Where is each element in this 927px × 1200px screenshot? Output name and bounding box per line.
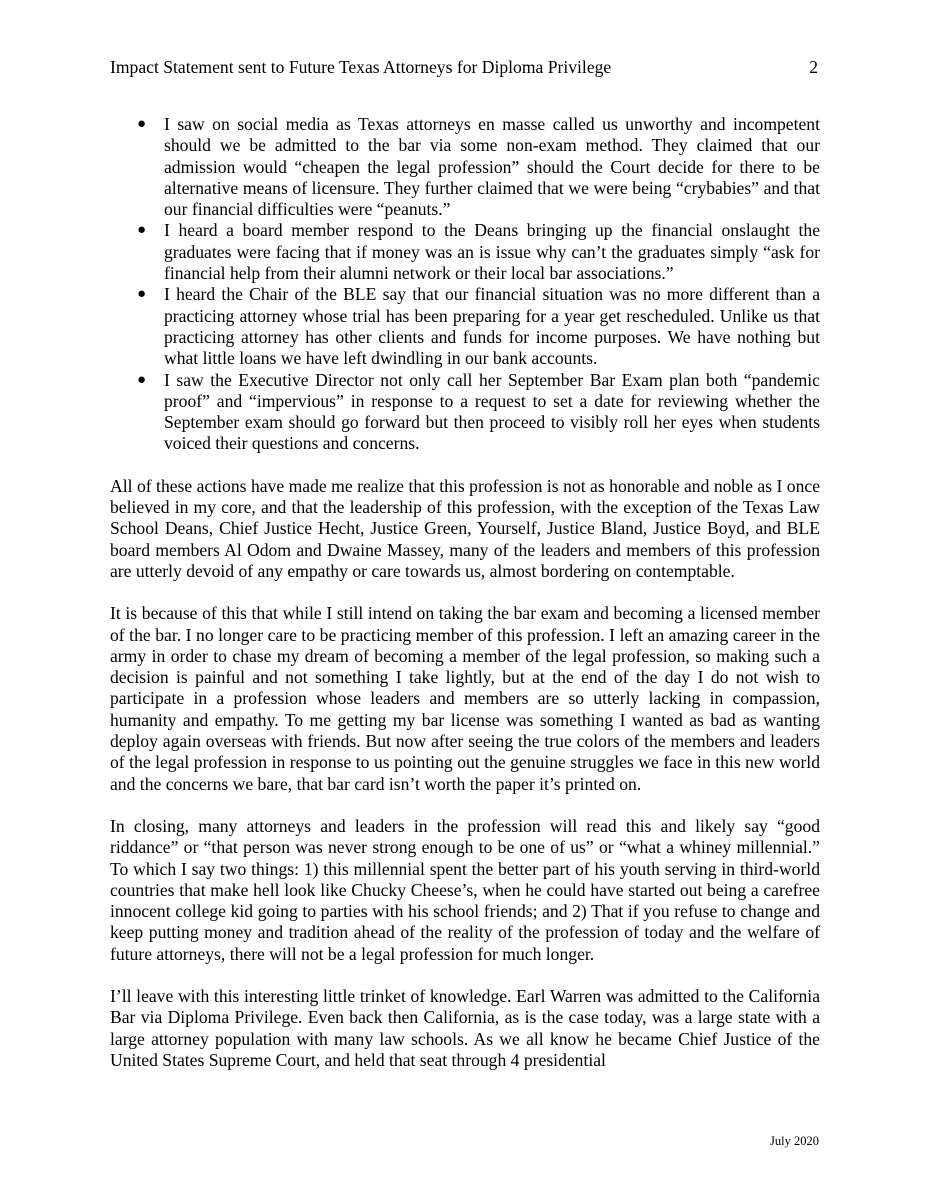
bullet-item	[137, 220, 820, 284]
bullet-text: I heard the Chair of the BLE say that our financial situation was no more different than a practicing attorney whose trial has been preparing for a year get rescheduled. Unlike us that practicing attorney has other clients and funds for income purposes. We have nothing but what little loans we have left dwindling in our bank accounts.	[164, 284, 820, 369]
page-header	[110, 56, 820, 78]
bullet-list	[110, 114, 820, 455]
body-paragraph: It is because of this that while I still intend on taking the bar exam and becoming a licensed member of the bar. I no longer care to be practicing member of this profession. I left an amazing career in the army in order to chase my dream of becoming a member of the legal profession, so making such a decision is painful and not something I take lightly, but at the end of the day I do not wish to participate in a profession whose leaders and members are so utterly lacking in compassion, humanity and empathy. To me getting my bar license was something I wanted as bad as wanting deploy again overseas with friends. But now after seeing the true colors of the members and leaders of the legal profession in response to us pointing out the genuine struggles we face in this new world and the concerns we bare, that bar card isn’t worth the paper it’s printed on.	[110, 603, 820, 794]
bullet-item	[137, 369, 820, 455]
page-number: 2	[809, 57, 818, 77]
bullet-icon: ●	[137, 222, 147, 239]
body-paragraph: I’ll leave with this interesting little trinket of knowledge. Earl Warren was admitted to the California Bar via Diploma Privilege. Even back then California, as is the case today, was a large state with a large attorney population with many law schools. As we all know he became Chief Justice of the United States Supreme Court, and held that seat through 4 presidential	[110, 985, 820, 1070]
bullet-icon: ●	[137, 116, 147, 132]
bullet-item	[137, 284, 820, 369]
bullet-text: I saw on social media as Texas attorneys en masse called us unworthy and incompetent should we be admitted to the bar via some non-exam method. They claimed that our admission would “cheapen the legal profession” should the Court decide for there to be alternative means of licensure. They further claimed that we were being “crybabies” and that our financial difficulties were “peanuts.”	[164, 114, 820, 220]
bullet-icon: ●	[137, 371, 147, 388]
document-body	[110, 114, 820, 1092]
body-paragraph: In closing, many attorneys and leaders in the profession will read this and likely say “good riddance” or “that person was never strong enough to be one of us” or “what a whiney millennial.” To which I say two things: 1) this millennial spent the better part of his youth serving in third-world countries that make hell look like Chucky Cheese’s, when he could have started out being a carefree innocent college kid going to parties with his school friends; and 2) That if you refuse to change and keep putting money and tradition ahead of the reality of the profession of today and the welfare of future attorneys, there will not be a legal profession for much longer.	[110, 815, 820, 964]
bullet-icon: ●	[137, 286, 147, 303]
body-paragraph: All of these actions have made me realize that this profession is not as honorable and noble as I once believed in my core, and that the leadership of this profession, with the exception of the Texas Law School Deans, Chief Justice Hecht, Justice Green, Yourself, Justice Bland, Justice Boyd, and BLE board members Al Odom and Dwaine Massey, many of the leaders and members of this profession are utterly devoid of any empathy or care towards us, almost bordering on contemptable.	[110, 475, 820, 581]
page-footer	[0, 1134, 819, 1149]
footer-date: July 2020	[770, 1134, 819, 1148]
bullet-text: I heard a board member respond to the Deans bringing up the financial onslaught the graduates were facing that if money was an is issue why can’t the graduates simply “ask for financial help from their alumni network or their local bar associations.”	[164, 220, 820, 284]
bullet-text: I saw the Executive Director not only call her September Bar Exam plan both “pandemic proof” and “impervious” in response to a request to set a date for reviewing whether the September exam should go forward but then proceed to visibly roll her eyes when students voiced their questions and concerns.	[164, 369, 820, 454]
header-title: Impact Statement sent to Future Texas Attorneys for Diploma Privilege	[110, 57, 612, 77]
bullet-item	[137, 114, 820, 220]
